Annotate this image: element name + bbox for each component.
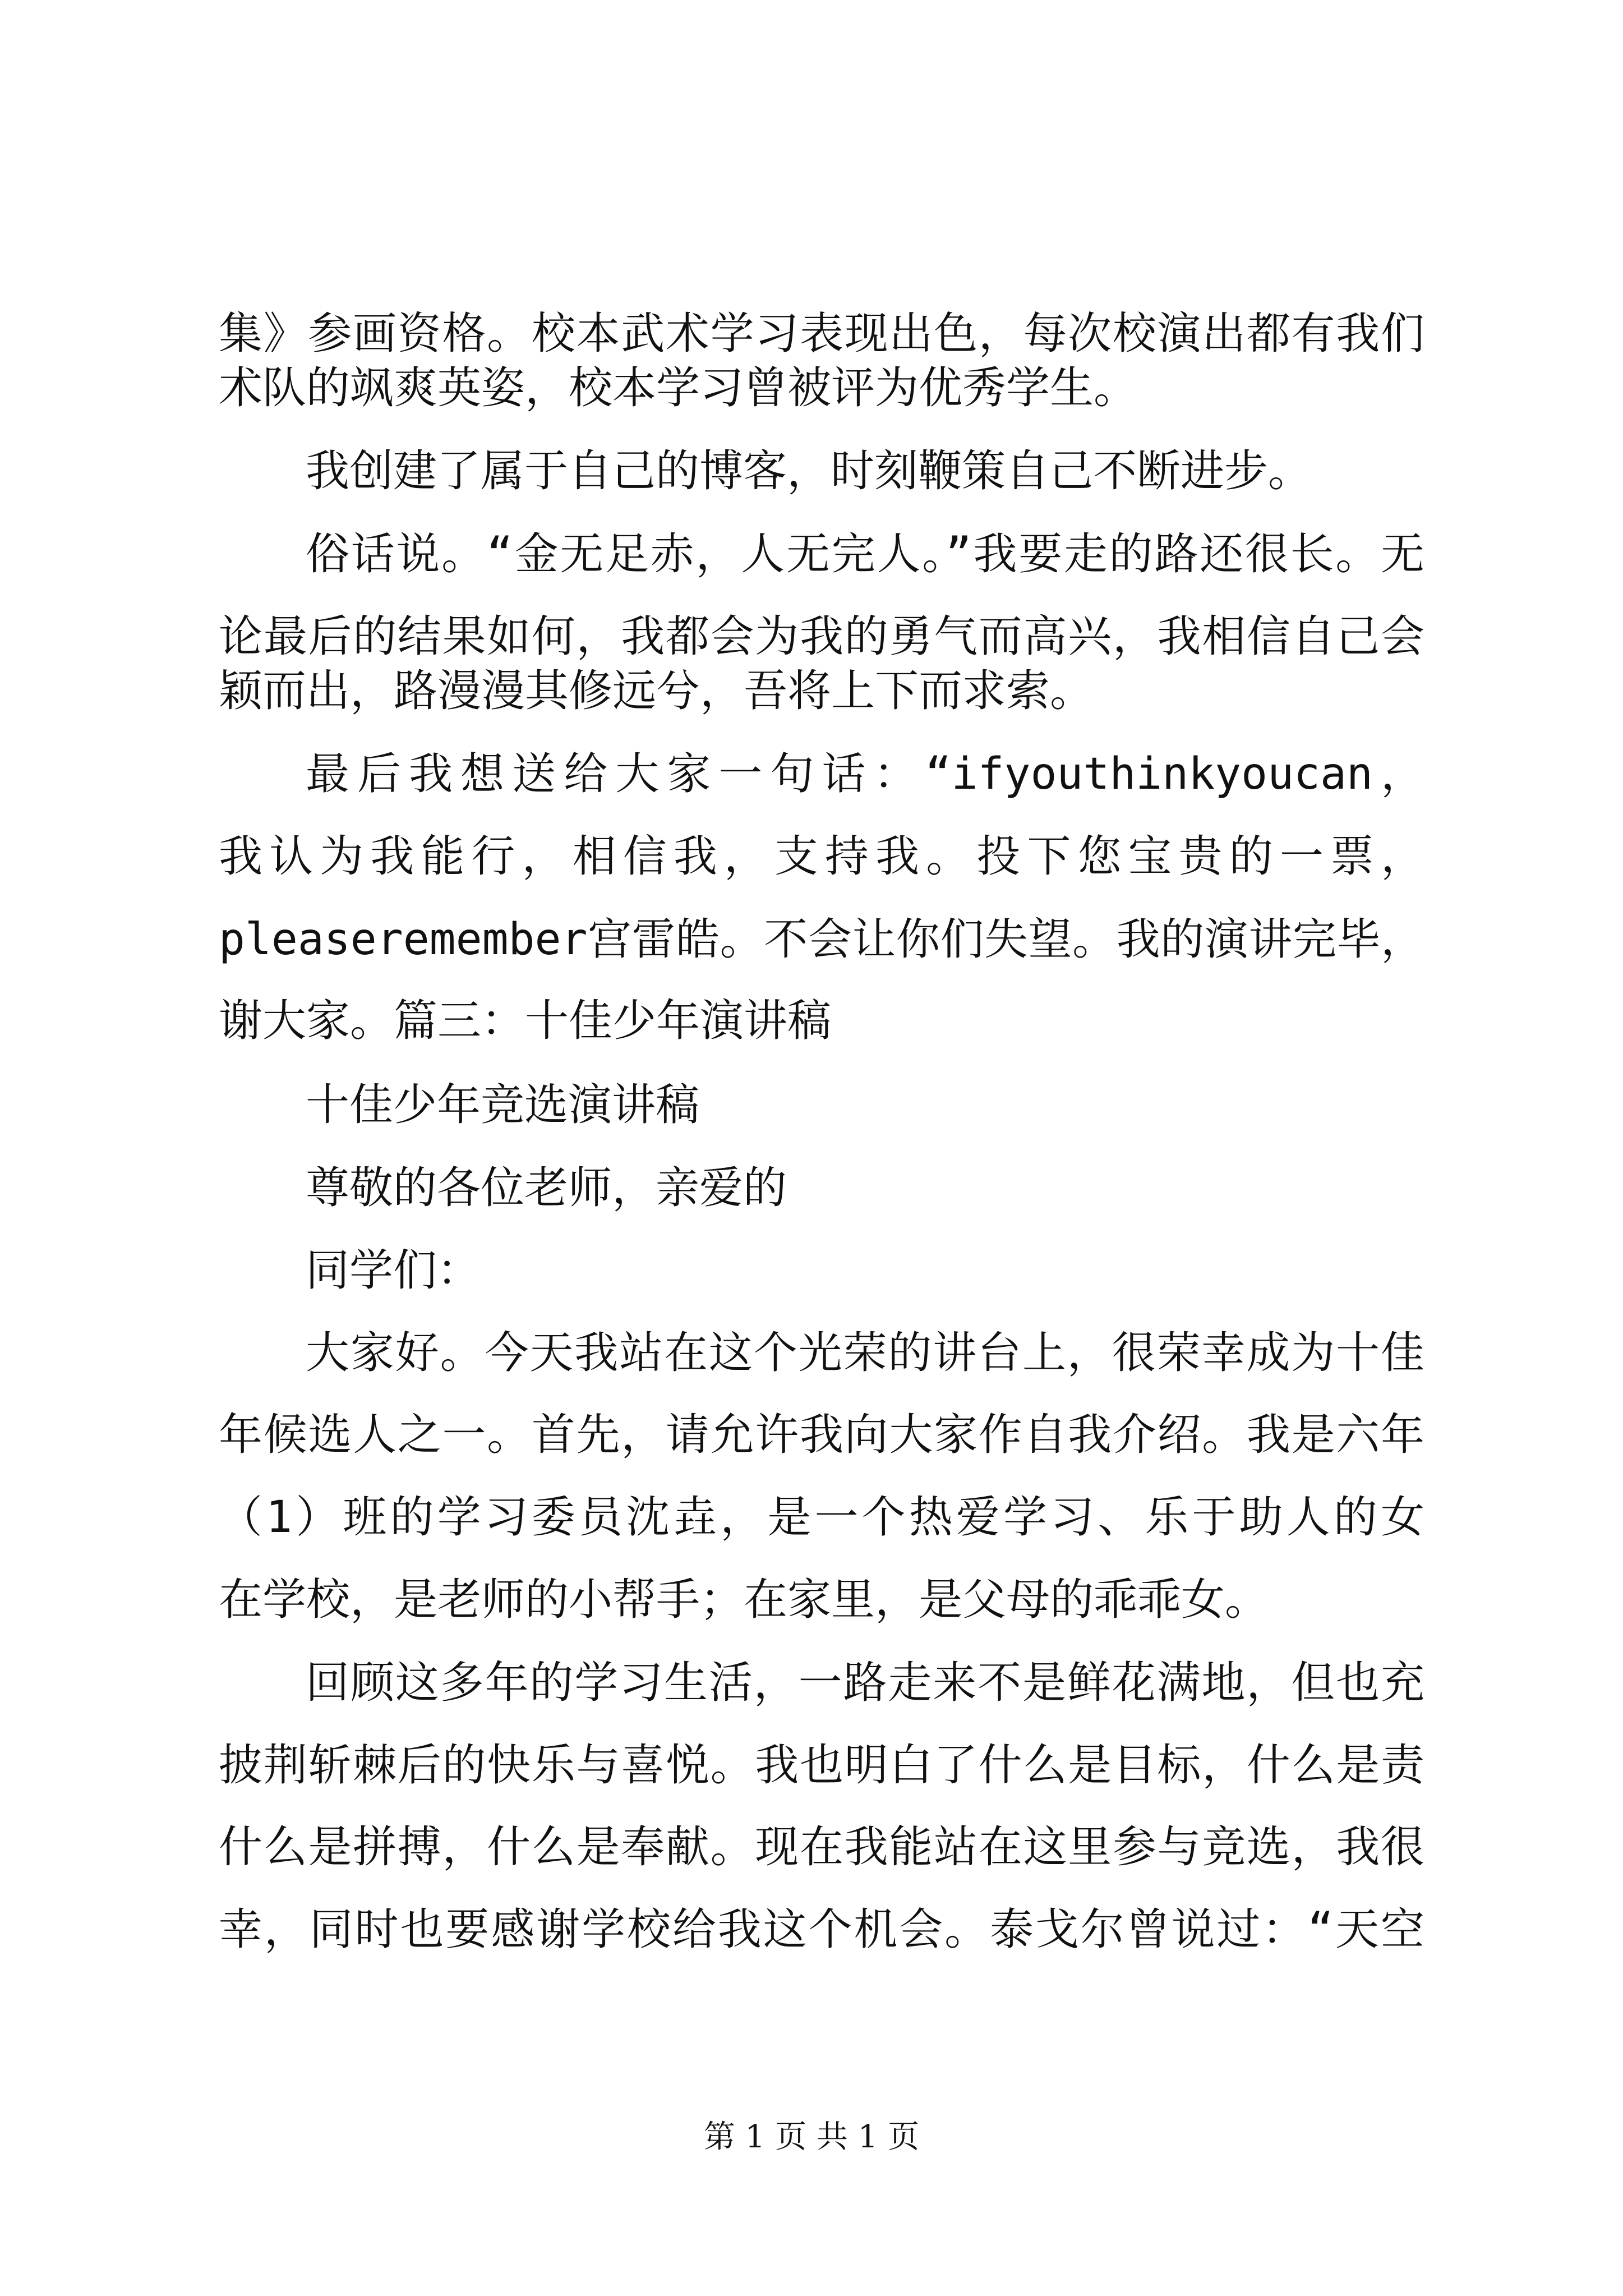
text-line: 十佳少年竞选演讲稿 [306,1080,700,1130]
text-line: 俗话说。“金无足赤，人无完人。”我要走的路还很长。无 [306,529,1424,579]
text-line: 在学校，是老师的小帮手；在家里，是父母的乖乖女。 [219,1575,1269,1625]
text-line: 披荆斩棘后的快乐与喜悦。我也明白了什么是目标，什么是责 [219,1740,1424,1791]
text-line: 最后我想送给大家一句话：“ifyouthinkyoucan， [306,749,1424,799]
page-footer: 第 1 页 共 1 页 [703,2119,920,2155]
text-line: 颖而出，路漫漫其修远兮，吾将上下而求索。 [219,666,1094,716]
text-line: 论最后的结果如何，我都会为我的勇气而高兴，我相信自己会 [219,611,1424,662]
text-line: pleaseremember宫雷皓。不会让你们失望。我的演讲完毕， [219,914,1424,965]
text-line: 集》参画资格。校本武术学习表现出色，每次校演出都有我们 [219,309,1424,359]
text-line: 尊敬的各位老师，亲爱的 [306,1163,787,1213]
text-line: 幸，同时也要感谢学校给我这个机会。泰戈尔曾说过：“天空 [219,1904,1424,1955]
text-line: （1）班的学习委员沈垚，是一个热爱学习、乐于助人的女 [219,1492,1424,1543]
text-line: 同学们： [306,1245,481,1296]
text-line: 回顾这多年的学习生活，一路走来不是鲜花满地，但也充 [306,1658,1424,1708]
text-line: 什么是拼搏，什么是奉献。现在我能站在这里参与竞选，我很 [219,1822,1424,1872]
text-line: 大家好。今天我站在这个光荣的讲台上，很荣幸成为十佳 [306,1328,1424,1378]
text-line: 我创建了属于自己的博客，时刻鞭策自己不断进步。 [306,446,1312,496]
text-line: 年候选人之一。首先，请允许我向大家作自我介绍。我是六年 [219,1410,1424,1460]
text-line: 谢大家。篇三：十佳少年演讲稿 [219,996,832,1046]
text-line: 术队的飒爽英姿，校本学习曾被评为优秀学生。 [219,363,1138,413]
text-line: 我认为我能行，相信我，支持我。投下您宝贵的一票， [219,831,1424,882]
